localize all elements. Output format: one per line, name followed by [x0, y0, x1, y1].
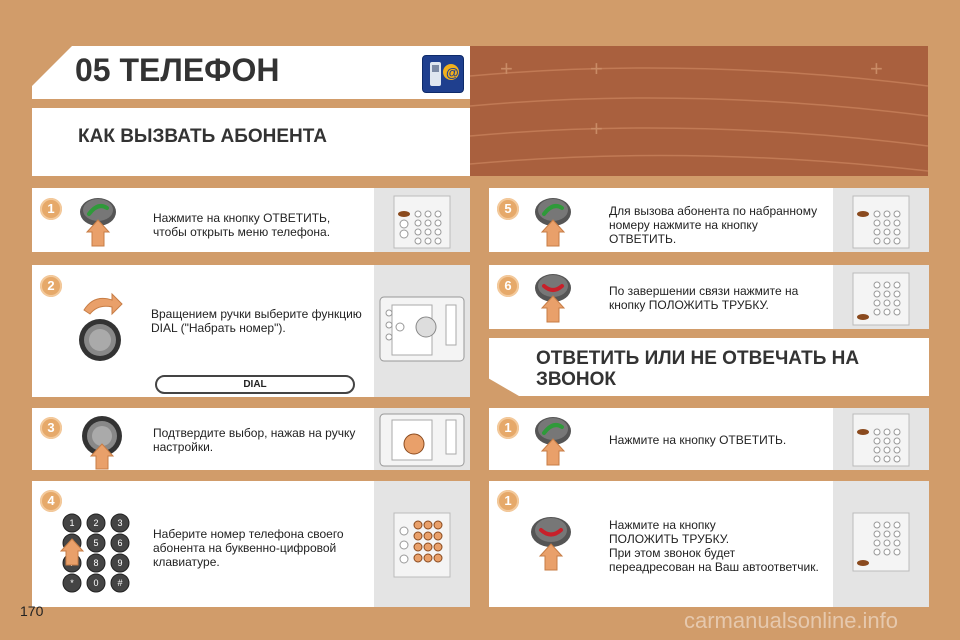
svg-text:#: #: [117, 578, 123, 588]
step-badge: 1: [497, 490, 519, 512]
watermark: carmanualsonline.info: [684, 608, 899, 633]
banner-decoration: [470, 46, 928, 176]
step-text: Нажмите на кнопку ПОЛОЖИТЬ ТРУБКУ. При этом звонок будет переадресован на Ваш автоответчик.: [609, 518, 819, 574]
step-badge: 6: [497, 275, 519, 297]
step-badge: 1: [40, 198, 62, 220]
dial-menu-item: DIAL: [155, 375, 355, 394]
svg-text:2: 2: [93, 518, 99, 528]
rotary-knob-icon: [76, 290, 130, 362]
section-title-answer: ОТВЕТИТЬ ИЛИ НЕ ОТВЕЧАТЬ НА ЗВОНОК: [536, 348, 860, 390]
step-text: Нажмите на кнопку ОТВЕТИТЬ.: [609, 433, 787, 447]
keypad-thumbnail: [833, 481, 929, 607]
page-title: 05 ТЕЛЕФОН: [75, 52, 280, 88]
svg-text:5: 5: [93, 538, 99, 548]
step-text: Наберите номер телефона своего абонента на буквенно-цифровой клавиатуре.: [153, 527, 344, 569]
step-badge: 3: [40, 417, 62, 439]
step-text: Нажмите на кнопку ОТВЕТИТЬ, чтобы открыть меню телефона.: [153, 211, 331, 239]
answer-button-icon: [533, 413, 573, 467]
radio-unit-thumbnail: [374, 265, 470, 397]
step-text: По завершении связи нажмите на кнопку ПОЛОЖИТЬ ТРУБКУ.: [609, 284, 799, 312]
svg-text:6: 6: [117, 538, 123, 548]
phone-at-icon: [422, 55, 464, 93]
step-badge: 2: [40, 275, 62, 297]
keypad-thumbnail: [833, 265, 929, 329]
step-text: Для вызова абонента по набранному номеру нажмите на кнопку ОТВЕТИТЬ.: [609, 204, 818, 246]
svg-text:+: +: [870, 56, 883, 81]
svg-text:@: @: [446, 65, 459, 80]
section-title-call: КАК ВЫЗВАТЬ АБОНЕНТА: [78, 126, 327, 147]
svg-text:3: 3: [117, 518, 123, 528]
svg-text:8: 8: [93, 558, 99, 568]
svg-text:+: +: [590, 56, 603, 81]
radio-unit-thumbnail: [374, 408, 470, 470]
svg-text:1: 1: [69, 518, 75, 528]
step-text: Вращением ручки выберите функцию DIAL ("Набрать номер").: [151, 307, 362, 335]
step-badge: 1: [497, 417, 519, 439]
keypad-thumbnail: [374, 188, 470, 252]
page-number: 170: [20, 603, 44, 619]
step-badge: 5: [497, 198, 519, 220]
press-knob-icon: [78, 414, 128, 470]
step-badge: 4: [40, 490, 62, 512]
keypad-thumbnail: [833, 188, 929, 252]
svg-text:+: +: [500, 56, 513, 81]
keypad-thumbnail: [833, 408, 929, 470]
keypad-thumbnail: [374, 481, 470, 607]
svg-text:*: *: [70, 578, 74, 588]
svg-text:9: 9: [117, 558, 123, 568]
svg-text:0: 0: [93, 578, 99, 588]
answer-button-icon: [533, 194, 573, 248]
answer-button-icon: [78, 194, 118, 248]
numeric-keypad-icon: [60, 513, 134, 593]
header-banner: [470, 46, 928, 176]
step-text: Подтвердите выбор, нажав на ручку настройки.: [153, 426, 356, 454]
hang-up-button-icon: [533, 270, 573, 324]
hang-up-button-icon: [529, 514, 573, 572]
svg-text:+: +: [590, 116, 603, 141]
